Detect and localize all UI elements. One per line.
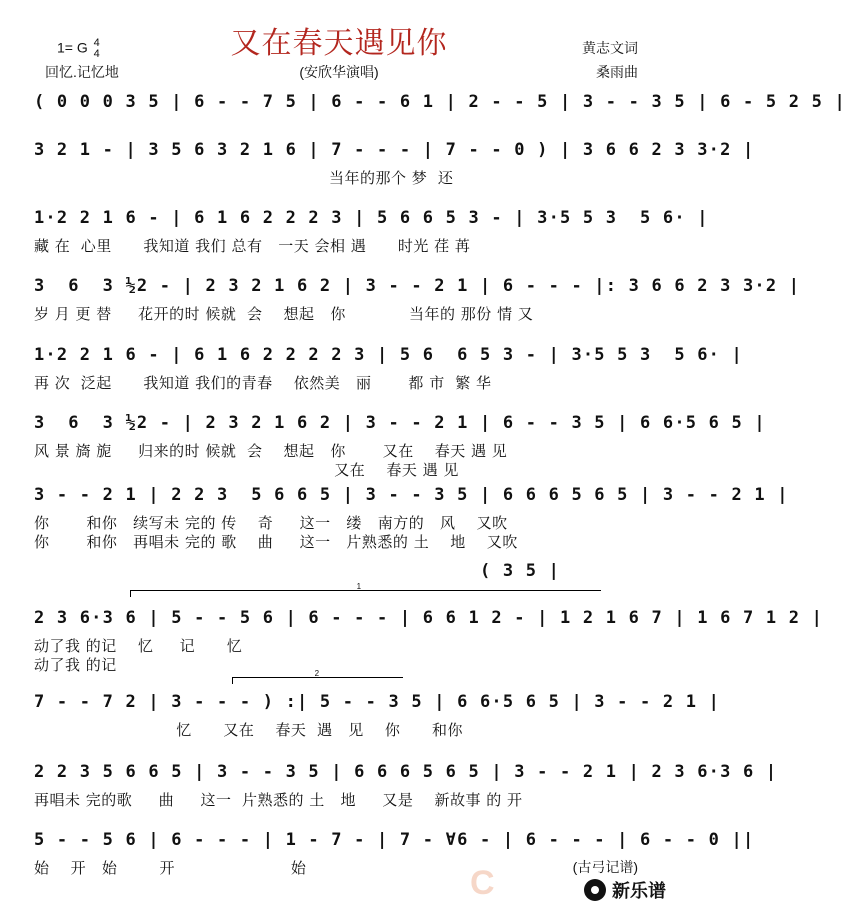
music-line: 5 - - 5 6 | 6 - - - | 1 - 7 - | 7 - ∀6 - | 6 - - - | 6 - - 0 || [34, 830, 755, 850]
music-line: 1·2 2 1 6 - | 6 1 6 2 2 2 2 3 | 5 6 6 5 3 - | 3·5 5 3 5 6· | [34, 345, 743, 365]
music-line: ( 0 0 0 3 5 | 6 - - 7 5 | 6 - - 6 1 | 2 - - 5 | 3 - - 3 5 | 6 - 5 2 5 | [34, 92, 846, 112]
singer: (安欣华演唱) [299, 64, 379, 80]
lyric-line: 你 和你 再唱未 完的 歌 曲 这一 片熟悉的 土 地 又吹 [34, 533, 518, 551]
lyric-line: 动了我 的记 忆 记 忆 [34, 637, 243, 655]
music-line: 3 6 3 ½2 - | 2 3 2 1 6 2 | 3 - - 2 1 | 6 - - 3 5 | 6 6·5 6 5 | [34, 413, 766, 433]
music-line: 3 - - 2 1 | 2 2 3 5 6 6 5 | 3 - - 3 5 | 6 6 6 5 6 5 | 3 - - 2 1 | [34, 485, 789, 505]
volta-1: 1 [130, 590, 601, 597]
lyric-line: 再唱未 完的歌 曲 这一 片熟悉的 土 地 又是 新故事 的 开 [34, 791, 523, 809]
lyric-line: 又在 春天 遇 见 [34, 461, 459, 479]
key-label: 1= G [57, 39, 88, 56]
lyric-line: 藏 在 心里 我知道 我们 总有 一天 会相 遇 时光 荏 苒 [34, 237, 471, 255]
music-line: 2 3 6·3 6 | 5 - - 5 6 | 6 - - - | 6 6 1 2 - | 1 2 1 6 7 | 1 6 7 1 2 | [34, 608, 824, 628]
lyric-line: 当年的那个 梦 还 [34, 169, 454, 187]
brand-name: 新乐谱 [612, 881, 666, 901]
music-line: ( 3 5 | [34, 561, 561, 581]
lyric-line: 始 开 始 开 始 [34, 859, 307, 877]
music-line: 2 2 3 5 6 6 5 | 3 - - 3 5 | 6 6 6 5 6 5 | 3 - - 2 1 | 2 3 6·3 6 | [34, 762, 778, 782]
composer: 桑雨曲 [596, 64, 638, 80]
brand-logo [584, 877, 666, 903]
music-line: 1·2 2 1 6 - | 6 1 6 2 2 2 3 | 5 6 6 5 3 - | 3·5 5 3 5 6· | [34, 208, 709, 228]
time-signature-bottom: 4 [93, 48, 100, 60]
disc-icon [584, 879, 606, 901]
lyric-line: 动了我 的记 [34, 656, 117, 674]
song-title: 又在春天遇见你 [230, 26, 448, 61]
lyric-line: 风 景 旖 旎 归来的时 候就 会 想起 你 又在 春天 遇 见 [34, 442, 508, 460]
lyric-line: 你 和你 续写未 完的 传 奇 这一 缕 南方的 风 又吹 [34, 514, 508, 532]
volta-2: 2 [232, 677, 403, 684]
lyric-line: 再 次 泛起 我知道 我们的青春 依然美 丽 都 市 繁 华 [34, 374, 492, 392]
lyricist: 黄志文词 [582, 40, 638, 56]
music-line: 7 - - 7 2 | 3 - - - ) :| 5 - - 3 5 | 6 6·5 6 5 | 3 - - 2 1 | [34, 692, 721, 712]
time-signature-top: 4 [93, 37, 100, 49]
music-line: 3 6 3 ½2 - | 2 3 2 1 6 2 | 3 - - 2 1 | 6 - - - |: 3 6 6 2 3 3·2 | [34, 276, 801, 296]
style-note: 回忆.记忆地 [45, 64, 119, 80]
lyric-line: 忆 又在 春天 遇 见 你 和你 [34, 721, 463, 739]
lyric-line: 岁 月 更 替 花开的时 候就 会 想起 你 当年的 那份 情 又 [34, 305, 534, 323]
transcriber-credit: (古弓记谱) [572, 859, 638, 875]
watermark-logo: C [470, 864, 495, 902]
music-line: 3 2 1 - | 3 5 6 3 2 1 6 | 7 - - - | 7 - - 0 ) | 3 6 6 2 3 3·2 | [34, 140, 755, 160]
